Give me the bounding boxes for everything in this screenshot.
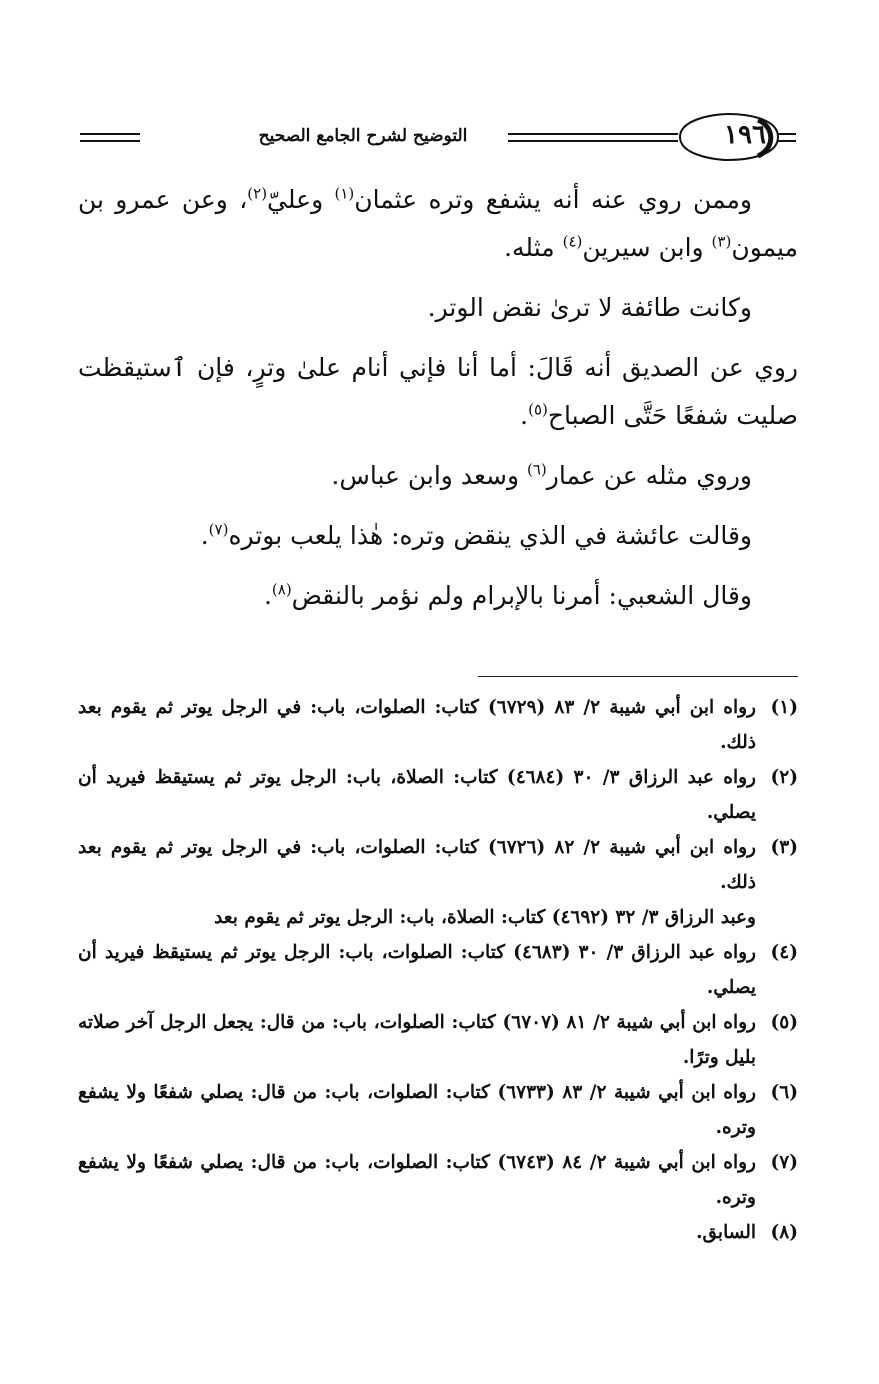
paragraph-text: روي عن الصديق أنه قَالَ: أما أنا فإني أنام علىٰ وترٍ، فإن ٱستيقظت صليت شفعًا حَتَّى الصباح: [78, 353, 798, 430]
footnote-number: (٢): [770, 767, 798, 788]
footnote-3: [78, 830, 798, 900]
footnote-number: (٧): [770, 1152, 798, 1173]
footnote-ref-6[interactable]: (٦): [526, 460, 547, 479]
paragraph-text: وعليّ: [267, 185, 335, 214]
footnote-text: رواه عبد الرزاق ٣/ ٣٠ (٤٦٨٤) كتاب: الصلاة، باب: الرجل يوتر ثم يستيقظ فيريد أن يصلي.: [78, 767, 756, 823]
main-text: [78, 176, 798, 632]
footnote-divider: [478, 676, 798, 677]
footnote-number: (٤): [770, 942, 798, 963]
paragraph-2: وكانت طائفة لا ترىٰ نقض الوتر.: [427, 293, 752, 322]
footnote-text: رواه ابن أبي شيبة ٢/ ٨٣ (٦٧٢٩) كتاب: الصلوات، باب: في الرجل يوتر ثم يقوم بعد ذلك.: [78, 697, 756, 753]
paragraph-3: [78, 344, 798, 440]
paragraph-text: مثله.: [504, 233, 563, 262]
footnote-3-continuation: وعبد الرزاق ٣/ ٣٢ (٤٦٩٢) كتاب: الصلاة، باب: الرجل يوتر ثم يقوم بعد: [214, 907, 756, 928]
footnote-5: [78, 1005, 798, 1075]
paragraph-5: [78, 512, 798, 560]
footnote-text: رواه ابن أبي شيبة ٢/ ٨٤ (٦٧٤٣) كتاب: الصلوات، باب: من قال: يصلي شفعًا ولا يشفع وتره.: [78, 1152, 756, 1208]
paragraph-4: [78, 452, 798, 500]
page-number: ١٩٦: [724, 120, 766, 150]
paragraph-text: ، وعن عمرو بن ميمون: [78, 185, 798, 262]
page-header: [78, 112, 798, 162]
footnote-number: (٣): [770, 837, 798, 858]
footnote-2: [78, 760, 798, 830]
footnote-ref-1[interactable]: (١): [334, 184, 355, 203]
footnotes: [78, 690, 798, 1250]
footnote-number: (٦): [770, 1082, 798, 1103]
footnote-8: [78, 1215, 798, 1250]
paragraph-text: وابن سيرين: [582, 233, 712, 262]
footnote-1: [78, 690, 798, 760]
paragraph-text: وسعد وابن عباس.: [331, 461, 527, 490]
footnote-text: السابق.: [696, 1222, 756, 1243]
paragraph-text: .: [200, 521, 209, 550]
footnote-number: (١): [770, 697, 798, 718]
paragraph-text: وممن روي عنه أنه يشفع وتره عثمان: [354, 185, 752, 214]
paragraph-text: وروي مثله عن عمار: [546, 461, 752, 490]
footnote-6: [78, 1075, 798, 1145]
paragraph-1: [78, 176, 798, 272]
footnote-ref-7[interactable]: (٧): [208, 520, 229, 539]
paragraph-text: وقال الشعبي: أمرنا بالإبرام ولم نؤمر بالنقض: [291, 581, 752, 610]
footnote-text: رواه ابن أبي شيبة ٢/ ٨٣ (٦٧٣٣) كتاب: الصلوات، باب: من قال: يصلي شفعًا ولا يشفع وتره.: [78, 1082, 756, 1138]
footnote-ref-5[interactable]: (٥): [528, 400, 548, 419]
running-title: التوضيح لشرح الجامع الصحيح: [218, 126, 508, 146]
footnote-text: رواه ابن أبي شيبة ٢/ ٨٢ (٦٧٢٦) كتاب: الصلوات، باب: في الرجل يوتر ثم يقوم بعد ذلك.: [78, 837, 756, 893]
footnote-4: [78, 935, 798, 1005]
footnote-number: (٨): [770, 1222, 798, 1243]
paragraph-text: وقالت عائشة في الذي ينقض وتره: هٰذا يلعب بوتره: [228, 521, 752, 550]
footnote-text: رواه ابن أبي شيبة ٢/ ٨١ (٦٧٠٧) كتاب: الصلوات، باب: من قال: يجعل الرجل آخر صلاته بليل وترًا.: [78, 1012, 756, 1068]
footnote-7: [78, 1145, 798, 1215]
footnote-text: رواه عبد الرزاق ٣/ ٣٠ (٤٦٨٣) كتاب: الصلوات، باب: الرجل يوتر ثم يستيقظ فيريد أن يصلي.: [78, 942, 756, 998]
paragraph-text: .: [520, 401, 529, 430]
footnote-ref-4[interactable]: (٤): [562, 232, 583, 251]
footnote-ref-3[interactable]: (٣): [711, 232, 732, 251]
paragraph-text: .: [263, 581, 272, 610]
footnote-number: (٥): [770, 1012, 798, 1033]
footnote-ref-2[interactable]: (٢): [247, 184, 268, 203]
paragraph-6: [78, 572, 798, 620]
footnote-ref-8[interactable]: (٨): [271, 580, 292, 599]
